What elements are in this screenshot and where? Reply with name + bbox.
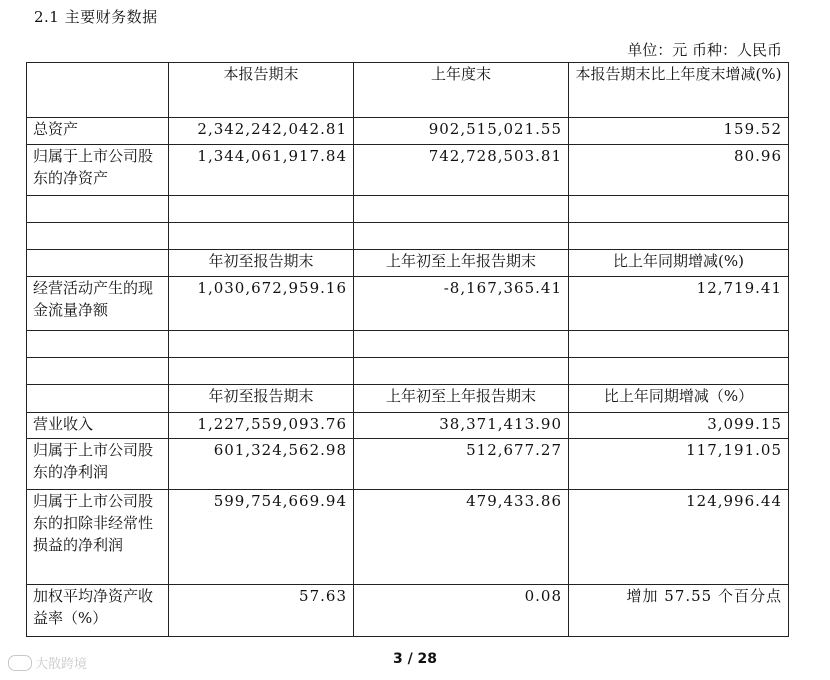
value-cell: 1,227,559,093.76 bbox=[169, 413, 354, 439]
value-cell: 12,719.41 bbox=[569, 277, 789, 331]
currency-unit-note: 单位：元 币种：人民币 bbox=[627, 41, 782, 59]
value-cell: 902,515,021.55 bbox=[354, 118, 569, 145]
value-cell: -8,167,365.41 bbox=[354, 277, 569, 331]
table-row bbox=[27, 277, 789, 331]
blank-row bbox=[27, 223, 789, 250]
value-cell: 117,191.05 bbox=[569, 439, 789, 490]
header-cell: 上年初至上年报告期末 bbox=[354, 250, 569, 277]
header-cell: 本报告期末 bbox=[169, 63, 354, 118]
value-cell: 1,344,061,917.84 bbox=[169, 145, 354, 196]
value-cell: 38,371,413.90 bbox=[354, 413, 569, 439]
value-cell: 599,754,669.94 bbox=[169, 490, 354, 585]
header-cell: 比上年同期增减（%） bbox=[569, 385, 789, 413]
header-cell: 上年度末 bbox=[354, 63, 569, 118]
row-label: 归属于上市公司股东的净资产 bbox=[27, 145, 169, 196]
header-empty-cell bbox=[27, 250, 169, 277]
value-cell: 1,030,672,959.16 bbox=[169, 277, 354, 331]
value-cell: 742,728,503.81 bbox=[354, 145, 569, 196]
header-empty-cell bbox=[27, 63, 169, 118]
table-row bbox=[27, 439, 789, 490]
row-label: 营业收入 bbox=[27, 413, 169, 439]
blank-row bbox=[27, 196, 789, 223]
value-cell: 3,099.15 bbox=[569, 413, 789, 439]
table-row bbox=[27, 413, 789, 439]
watermark-text: 大散跨境 bbox=[35, 657, 88, 672]
value-cell: 479,433.86 bbox=[354, 490, 569, 585]
header-cell: 本报告期末比上年度末增减(%) bbox=[569, 63, 789, 118]
value-cell: 601,324,562.98 bbox=[169, 439, 354, 490]
table-header-row bbox=[27, 385, 789, 413]
row-label: 加权平均净资产收益率（%） bbox=[27, 585, 169, 637]
table-row bbox=[27, 585, 789, 637]
blank-row bbox=[27, 331, 789, 358]
value-cell: 159.52 bbox=[569, 118, 789, 145]
value-cell: 增加 57.55 个百分点 bbox=[569, 585, 789, 637]
value-cell: 57.63 bbox=[169, 585, 354, 637]
row-label: 经营活动产生的现金流量净额 bbox=[27, 277, 169, 331]
section-heading: 2.1 主要财务数据 bbox=[34, 8, 158, 26]
value-cell: 2,342,242,042.81 bbox=[169, 118, 354, 145]
value-cell: 124,996.44 bbox=[569, 490, 789, 585]
row-label: 总资产 bbox=[27, 118, 169, 145]
table-header-row bbox=[27, 63, 789, 118]
table-header-row bbox=[27, 250, 789, 277]
page-number: 3 / 28 bbox=[392, 651, 438, 667]
header-cell: 年初至报告期末 bbox=[169, 250, 354, 277]
blank-row bbox=[27, 358, 789, 385]
table-row bbox=[27, 490, 789, 585]
header-cell: 上年初至上年报告期末 bbox=[354, 385, 569, 413]
table-row bbox=[27, 145, 789, 196]
value-cell: 0.08 bbox=[354, 585, 569, 637]
table-row bbox=[27, 118, 789, 145]
header-cell: 比上年同期增减(%) bbox=[569, 250, 789, 277]
row-label: 归属于上市公司股东的扣除非经常性损益的净利润 bbox=[27, 490, 169, 585]
value-cell: 80.96 bbox=[569, 145, 789, 196]
value-cell: 512,677.27 bbox=[354, 439, 569, 490]
financial-data-table bbox=[26, 62, 789, 637]
row-label: 归属于上市公司股东的净利润 bbox=[27, 439, 169, 490]
header-cell: 年初至报告期末 bbox=[169, 385, 354, 413]
header-empty-cell bbox=[27, 385, 169, 413]
